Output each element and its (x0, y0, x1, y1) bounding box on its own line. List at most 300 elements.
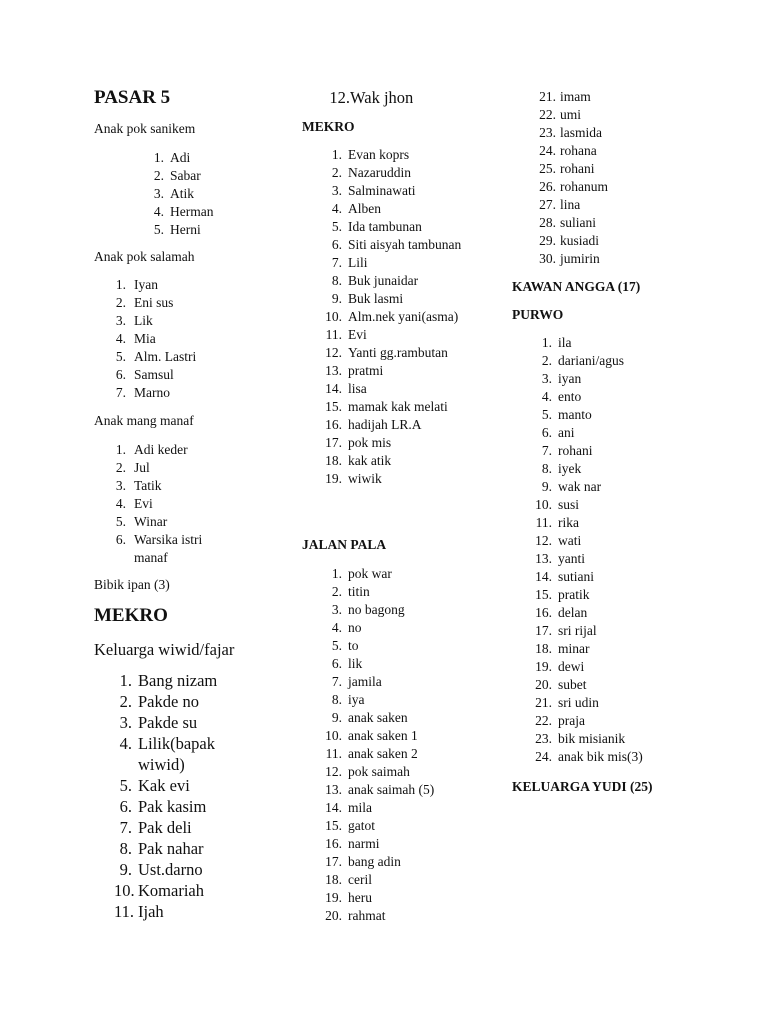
list-item (320, 326, 490, 344)
list-item-text: Kak evi (138, 776, 190, 795)
list-item-text: wati (558, 533, 582, 548)
list-item (138, 203, 278, 221)
list-item-number: 4. (153, 204, 164, 219)
list-item (112, 459, 232, 477)
list-item-number: 2. (115, 295, 126, 310)
list-item (320, 655, 490, 673)
list-item-number: 29. (539, 233, 556, 248)
list-item (320, 272, 490, 290)
list-item (320, 434, 490, 452)
list-item-number: 11. (325, 746, 342, 761)
list-item-text: Buk lasmi (348, 291, 404, 306)
list-item-text: Ust.darno (138, 860, 203, 879)
list-item-text: Adi (170, 150, 191, 165)
list-item-number: 4. (119, 734, 132, 753)
list-item-text: rika (558, 515, 579, 530)
list-item-text: narmi (348, 836, 380, 851)
list-item (320, 691, 490, 709)
list-item-text: anak saken 2 (348, 746, 418, 761)
list-item-number: 22. (535, 713, 552, 728)
list-item-number: 5. (331, 219, 342, 234)
list-item (320, 308, 490, 326)
list-item-text: rohana (560, 143, 597, 158)
list-item-text: Warsika istri manaf (134, 532, 203, 565)
list-item-text: sutiani (558, 569, 594, 584)
list-item-text: iya (348, 692, 365, 707)
jalan-pala-list-continued (534, 88, 684, 268)
list-item-text: sri udin (558, 695, 599, 710)
list-item (320, 200, 490, 218)
list-item-number: 9. (119, 860, 132, 879)
list-item-text: Nazaruddin (348, 165, 411, 180)
list-item-number: 2. (331, 165, 342, 180)
list-item (530, 550, 710, 568)
list-item-number: 14. (325, 381, 342, 396)
list-item-number: 4. (331, 201, 342, 216)
list-item-text: Evan koprs (348, 147, 410, 162)
list-item-text: Evi (134, 496, 153, 511)
list-item-number: 16. (535, 605, 552, 620)
list-item (320, 727, 490, 745)
list-item-number: 4. (331, 620, 342, 635)
list-item-text: Tatik (134, 478, 162, 493)
list-item-number: 9. (331, 710, 342, 725)
kawan-angga-title: KAWAN ANGGA (17) (512, 279, 641, 294)
list-item-number: 3. (115, 313, 126, 328)
list-item (530, 748, 710, 766)
list-item (320, 416, 490, 434)
list-item-text: imam (560, 89, 591, 104)
list-item-number: 1. (115, 442, 126, 457)
list-item-text: no (348, 620, 362, 635)
list-item (534, 142, 684, 160)
list-item-text: kak atik (348, 453, 392, 468)
list-item (112, 312, 272, 330)
list-item (320, 218, 490, 236)
list-item-number: 22. (539, 107, 556, 122)
list-item (534, 214, 684, 232)
list-item-number: 5. (541, 407, 552, 422)
list-item (138, 185, 278, 203)
list-item-number: 21. (539, 89, 556, 104)
list-item-number: 6. (115, 367, 126, 382)
list-item-text: pok war (348, 566, 392, 581)
list-item-number: 6. (119, 797, 132, 816)
list-item (534, 106, 684, 124)
list-item (530, 388, 710, 406)
list-item-text: suliani (560, 215, 596, 230)
list-item-text: bang adin (348, 854, 401, 869)
wiwid-label: Keluarga wiwid/fajar (94, 640, 235, 659)
list-item-text: Alm. Lastri (134, 349, 197, 364)
list-item-number: 14. (535, 569, 552, 584)
list-item-text: anak saimah (5) (348, 782, 435, 797)
list-item (530, 658, 710, 676)
list-item-text: Atik (170, 186, 195, 201)
wiwid-list (114, 670, 264, 922)
list-item-number: 6. (331, 237, 342, 252)
list-item (530, 676, 710, 694)
list-item-text: Lik (134, 313, 153, 328)
list-item (112, 495, 232, 513)
list-item-text: lisa (348, 381, 367, 396)
list-item (320, 889, 490, 907)
list-item-number: 11. (535, 515, 552, 530)
list-item (320, 709, 490, 727)
list-item (114, 838, 264, 859)
list-item-number: 1. (115, 277, 126, 292)
list-item-number: 1. (119, 671, 132, 690)
list-item (320, 637, 490, 655)
list-item-number: 1. (331, 147, 342, 162)
list-item-number: 15. (325, 818, 342, 833)
list-item-number: 2. (115, 460, 126, 475)
list-item (114, 796, 264, 817)
list-item (320, 362, 490, 380)
list-item-text: hadijah LR.A (348, 417, 422, 432)
list-item (530, 370, 710, 388)
list-item (534, 178, 684, 196)
list-item-number: 19. (325, 890, 342, 905)
list-item-number: 18. (535, 641, 552, 656)
list-item (112, 384, 272, 402)
list-item-text: delan (558, 605, 588, 620)
sanikem-list (138, 149, 278, 239)
list-item-text: jamila (348, 674, 382, 689)
list-item (112, 276, 272, 294)
list-item (320, 236, 490, 254)
list-item-text: no bagong (348, 602, 405, 617)
list-item (112, 477, 232, 495)
keluarga-yudi-title: KELUARGA YUDI (25) (512, 779, 653, 794)
list-item-text: dariani/agus (558, 353, 624, 368)
list-item (530, 604, 710, 622)
list-item-text: Pakde no (138, 692, 199, 711)
list-item (530, 424, 710, 442)
list-item-text: pratmi (348, 363, 384, 378)
list-item-number: 16. (325, 836, 342, 851)
list-item (114, 880, 264, 901)
list-item-number: 20. (325, 908, 342, 923)
list-item-number: 13. (325, 782, 342, 797)
pasar-title: PASAR 5 (94, 87, 171, 108)
list-item-number: 2. (331, 584, 342, 599)
list-item-text: Siti aisyah tambunan (348, 237, 462, 252)
list-item-number: 27. (539, 197, 556, 212)
list-item-number: 5. (119, 776, 132, 795)
list-item (114, 859, 264, 880)
list-item-number: 4. (115, 496, 126, 511)
list-item-number: 7. (115, 385, 126, 400)
list-item (320, 673, 490, 691)
list-item-text: anak saken (348, 710, 408, 725)
list-item (112, 441, 232, 459)
list-item (112, 531, 232, 567)
list-item-text: Mia (134, 331, 156, 346)
list-item-text: Bang nizam (138, 671, 218, 690)
list-item-text: manto (558, 407, 592, 422)
list-item-number: 8. (331, 692, 342, 707)
list-item-number: 6. (541, 425, 552, 440)
list-item-number: 18. (325, 872, 342, 887)
list-item-number: 7. (541, 443, 552, 458)
list-item-text: Marno (134, 385, 170, 400)
list-item (114, 901, 264, 922)
list-item-text: Iyan (134, 277, 158, 292)
list-item (114, 670, 264, 691)
list-item-number: 19. (325, 471, 342, 486)
list-item-text: rohanum (560, 179, 608, 194)
list-item-text: rohani (558, 443, 593, 458)
list-item-text: rahmat (348, 908, 386, 923)
list-item (530, 730, 710, 748)
list-item-number: 12. (535, 533, 552, 548)
list-item-number: 17. (325, 854, 342, 869)
list-item (530, 442, 710, 460)
mekro-list (320, 146, 490, 488)
list-item-text: praja (558, 713, 585, 728)
list-item-number: 25. (539, 161, 556, 176)
list-item (320, 583, 490, 601)
list-item-text: Evi (348, 327, 367, 342)
list-item-text: Ijah (138, 902, 164, 921)
list-item-number: 8. (119, 839, 132, 858)
list-item-text: Pakde su (138, 713, 198, 732)
list-item-number: 9. (541, 479, 552, 494)
list-item-text: umi (560, 107, 582, 122)
list-item-number: 3. (115, 478, 126, 493)
list-item-number: 8. (541, 461, 552, 476)
list-item-number: 20. (535, 677, 552, 692)
list-item-number: 10. (535, 497, 552, 512)
list-item-text: Adi keder (134, 442, 188, 457)
list-item (534, 196, 684, 214)
list-item-number: 5. (115, 514, 126, 529)
purwo-title: PURWO (512, 307, 564, 322)
list-item-text: anak bik mis(3) (558, 749, 643, 764)
list-item (530, 406, 710, 424)
list-item-number: 10. (325, 728, 342, 743)
list-item-number: 3. (331, 183, 342, 198)
list-item (320, 398, 490, 416)
list-item (320, 452, 490, 470)
list-item-number: 28. (539, 215, 556, 230)
mekro-heading: MEKRO (94, 605, 168, 626)
list-item-number: 9. (331, 291, 342, 306)
list-item-number: 24. (535, 749, 552, 764)
list-item (530, 460, 710, 478)
list-item-text: sri rijal (558, 623, 597, 638)
list-item (530, 640, 710, 658)
list-item-text: Jul (134, 460, 150, 475)
list-item-text: pok mis (348, 435, 392, 450)
list-item (114, 733, 264, 775)
list-item (114, 817, 264, 838)
list-item-text: to (348, 638, 359, 653)
list-item (114, 775, 264, 796)
list-item-number: 1. (331, 566, 342, 581)
list-item (534, 88, 684, 106)
list-item-text: mamak kak melati (348, 399, 448, 414)
list-item (320, 290, 490, 308)
list-item (138, 167, 278, 185)
list-item (138, 149, 278, 167)
list-item-text: minar (558, 641, 590, 656)
list-item-text: anak saken 1 (348, 728, 418, 743)
list-item (320, 146, 490, 164)
list-item-text: iyek (558, 461, 582, 476)
list-item-text: dewi (558, 659, 585, 674)
list-item-text: lik (348, 656, 363, 671)
list-item (530, 496, 710, 514)
list-item (320, 745, 490, 763)
list-item (112, 348, 272, 366)
list-item-number: 11. (325, 327, 342, 342)
list-item (324, 87, 474, 108)
list-item-text: wak nar (558, 479, 602, 494)
list-item (320, 601, 490, 619)
list-item (320, 619, 490, 637)
list-item (320, 799, 490, 817)
list-item-number: 2. (153, 168, 164, 183)
list-item-text: ceril (348, 872, 372, 887)
list-item (320, 817, 490, 835)
list-item-number: 6. (331, 656, 342, 671)
list-item-text: jumirin (560, 251, 600, 266)
purwo-list (530, 334, 710, 766)
list-item-number: 16. (325, 417, 342, 432)
list-item (320, 254, 490, 272)
list-item-number: 17. (535, 623, 552, 638)
list-item-number: 30. (539, 251, 556, 266)
wiwid-list-continued (324, 87, 474, 108)
list-item-number: 4. (115, 331, 126, 346)
list-item (534, 124, 684, 142)
list-item-number: 17. (325, 435, 342, 450)
list-item-text: Ida tambunan (348, 219, 422, 234)
list-item-number: 7. (331, 674, 342, 689)
list-item-number: 26. (539, 179, 556, 194)
list-item-number: 7. (331, 255, 342, 270)
list-item (320, 565, 490, 583)
list-item-number: 12. (325, 345, 342, 360)
sanikem-label: Anak pok sanikem (94, 121, 196, 136)
list-item (112, 330, 272, 348)
list-item-text: Yanti gg.rambutan (348, 345, 448, 360)
jalan-pala-title: JALAN PALA (302, 537, 387, 552)
list-item (530, 514, 710, 532)
list-item-text: rohani (560, 161, 595, 176)
list-item (320, 380, 490, 398)
list-item-number: 23. (539, 125, 556, 140)
list-item-text: lasmida (560, 125, 602, 140)
list-item (320, 344, 490, 362)
list-item-number: 2. (541, 353, 552, 368)
list-item (530, 694, 710, 712)
list-item-number: 13. (325, 363, 342, 378)
list-item-number: 11. (114, 902, 135, 921)
list-item-text: iyan (558, 371, 582, 386)
list-item (534, 160, 684, 178)
bibik-ipan-text: Bibik ipan (3) (94, 577, 170, 592)
list-item (320, 182, 490, 200)
list-item (320, 871, 490, 889)
list-item-text: Pak nahar (138, 839, 204, 858)
list-item (320, 853, 490, 871)
list-item-text: Pak kasim (138, 797, 207, 816)
list-item-number: 6. (115, 532, 126, 547)
list-item (534, 232, 684, 250)
list-item-number: 1. (153, 150, 164, 165)
list-item-text: Salminawati (348, 183, 416, 198)
list-item (530, 334, 710, 352)
list-item-text: subet (558, 677, 587, 692)
list-item (320, 781, 490, 799)
list-item-text: Pak deli (138, 818, 192, 837)
list-item-text: Eni sus (134, 295, 174, 310)
list-item (320, 907, 490, 925)
list-item-number: 14. (325, 800, 342, 815)
list-item-text: ani (558, 425, 575, 440)
salamah-list (112, 276, 272, 402)
list-item-number: 12. (325, 764, 342, 779)
list-item (530, 568, 710, 586)
list-item-number: 3. (541, 371, 552, 386)
list-item-number: 7. (119, 818, 132, 837)
list-item-text: Lilik(bapak wiwid) (138, 734, 215, 774)
list-item-number: 12. (329, 88, 350, 107)
list-item (530, 586, 710, 604)
list-item (320, 164, 490, 182)
list-item (320, 470, 490, 488)
list-item-text: Wak jhon (350, 88, 414, 107)
list-item (530, 712, 710, 730)
list-item (530, 622, 710, 640)
list-item-text: pok saimah (348, 764, 410, 779)
list-item-text: Komariah (138, 881, 204, 900)
list-item-text: mila (348, 800, 372, 815)
list-item-number: 15. (535, 587, 552, 602)
list-item-number: 3. (331, 602, 342, 617)
list-item (114, 712, 264, 733)
list-item-number: 19. (535, 659, 552, 674)
list-item-text: Alm.nek yani(asma) (348, 309, 459, 324)
manaf-label: Anak mang manaf (94, 413, 194, 428)
list-item-text: ila (558, 335, 572, 350)
list-item (320, 763, 490, 781)
list-item-number: 1. (541, 335, 552, 350)
list-item-text: yanti (558, 551, 585, 566)
list-item-number: 5. (331, 638, 342, 653)
list-item-text: susi (558, 497, 580, 512)
list-item-number: 10. (114, 881, 135, 900)
list-item (530, 532, 710, 550)
list-item-text: heru (348, 890, 372, 905)
list-item-number: 24. (539, 143, 556, 158)
list-item-number: 2. (119, 692, 132, 711)
list-item-number: 5. (115, 349, 126, 364)
list-item-text: Samsul (134, 367, 174, 382)
list-item (112, 366, 272, 384)
list-item-number: 3. (153, 186, 164, 201)
list-item (112, 513, 232, 531)
list-item-number: 5. (153, 222, 164, 237)
list-item-text: Herman (170, 204, 214, 219)
mekro-section-title: MEKRO (302, 119, 355, 134)
list-item (534, 250, 684, 268)
list-item-text: Sabar (170, 168, 201, 183)
list-item (114, 691, 264, 712)
